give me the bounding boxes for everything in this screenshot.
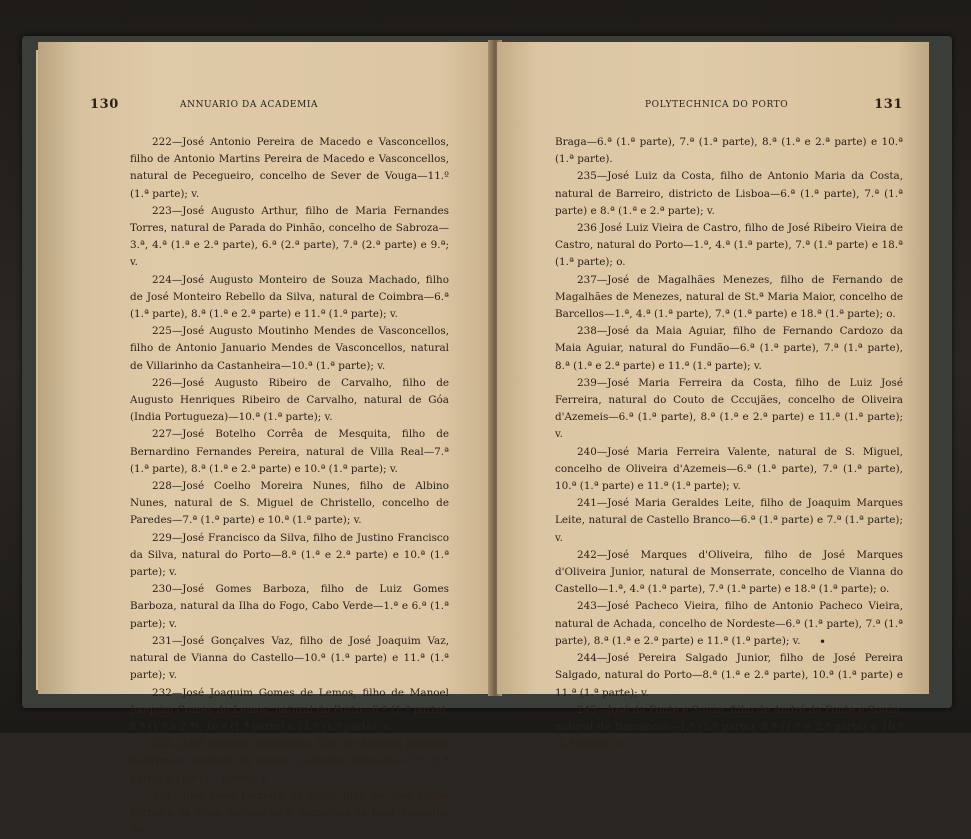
right-page-number: 131 — [874, 97, 903, 112]
left-running-title: ANNUARIO DA ACADEMIA — [180, 100, 319, 110]
entry-245: 245—José da Ponte e Souza, filho de André da Ponte e Souza, natural de Barrancos—1.ª (1.ª parte), 8.ª (1.ª e 2.ª parte) e 10.ª (1.ª parte); v. — [555, 703, 903, 751]
entry-231: 231—José Gonçalves Vaz, filho de José Joaquim Vaz, natural de Vianna do Castello—10.ª (1.ª parte) e 11.ª (1.ª parte); v. — [130, 634, 449, 682]
entry-229: 229—José Francisco da Silva, filho de Justino Francisco da Silva, natural do Porto—8.ª (1.ª e 2.ª parte) e 10.ª (1.ª parte); v. — [130, 531, 449, 579]
entry-244: 244—José Pereira Salgado Junior, filho de José Pereira Salgado, natural do Porto—8.ª (1.ª e 2.ª parte), 10.ª (1.ª parte) e 11.ª (1.ª parte); v. — [555, 652, 903, 699]
entry-234: 234—José Leão Ferreira da Silva, filho de José Maria Ferreira da Silva, natural de S. Jeronymo de Real, concelho de — [130, 789, 449, 837]
right-page-header — [555, 97, 903, 116]
entry-228: 228—José Coelho Moreira Nunes, filho de Albino Nunes, natural de S. Miguel de Christello, concelho de Paredes—7.ª (1.ª parte) e 10.ª (1.ª parte); v. — [130, 480, 449, 527]
entry-233: 233—José Joaquim Rodrigues, filho de Antonio Joaquim Rodrigues, natural de Ancas, concelho d'Anadia—7.ª (1.ª parte) e 10.ª (1.ª parte); v. — [130, 738, 449, 785]
entry-222: 222—José Antonio Pereira de Macedo e Vasconcellos, filho de Antonio Martins Pereira de Macedo e Vasconcellos, natural de Pecegueiro, concelho de Sever de Vouga—11.º (1.ª parte); v. — [130, 136, 449, 200]
entry-241: 241—José Maria Geraldes Leite, filho de Joaquim Marques Leite, natural de Castello Branco—6.ª (1.ª parte) e 7.ª (1.ª parte); v. — [555, 497, 903, 544]
entry-238: 238—José da Maia Aguiar, filho de Fernando Cardozo da Maia Aguiar, natural do Fundão—6.ª (1.ª parte), 7.ª (1.ª parte), 8.ª (1.ª e 2.ª parte) e 11.ª (1.ª parte); v. — [555, 325, 903, 372]
entry-232: 232—José Joaquim Gomes de Lemos, filho de Manoel Joaquim Gomes de Lemos, natural do Porto—6.ª (1.ª parte), 8.ª (1.ª e 2.ª), 10.ª (1.ª parte) e 11.ª (1.ª parte); v. — [130, 686, 449, 733]
entry-234-continuation: Braga—6.ª (1.ª parte), 7.ª (1.ª parte), 8.ª (1.ª e 2.ª parte) e 10.ª (1.ª parte). — [555, 136, 903, 166]
entry-236: 236 José Luiz Vieira de Castro, filho de José Ribeiro Vieira de Castro, natural do Porto—1.ª, 4.ª (1.ª parte), 7.ª (1.ª parte) e 18.ª (1.ª parte); o. — [555, 222, 903, 269]
entry-237: 237—José de Magalhães Menezes, filho de Fernando de Magalhães de Menezes, natural de St.ª Maria Maior, concelho de Barcellos—1.ª, 4.ª (1.ª parte), 7.ª (1.ª parte) e 18.ª (1.ª parte); o. — [555, 273, 903, 321]
left-page — [38, 42, 493, 837]
entry-224: 224—José Augusto Monteiro de Souza Machado, filho de José Monteiro Rebello da Silva, natural de Coimbra—6.ª (1.ª parte), 8.ª (1.ª e 2.ª parte) e 11.ª (1.ª parte); v. — [130, 273, 449, 321]
entry-227: 227—José Botelho Corrêa de Mesquita, filho de Bernardino Fernandes Pereira, natural de Villa Real—7.ª (1.ª parte), 8.ª (1.ª e 2.ª parte) e 10.ª (1.ª parte); v. — [130, 428, 449, 475]
entry-240: 240—José Maria Ferreira Valente, natural de S. Miguel, concelho de Oliveira d'Azemeis—6.ª (1.ª parte), 7.ª (1.ª parte), 10.ª (1.ª parte) e 11.ª (1.ª parte); v. — [555, 445, 903, 493]
entry-230: 230—José Gomes Barboza, filho de Luiz Gomes Barboza, natural da Ilha do Fogo, Cabo Verde—1.ª e 6.ª (1.ª parte); v. — [130, 583, 449, 630]
right-page — [497, 42, 929, 751]
page-end-dot: • — [819, 635, 827, 649]
left-page-header — [90, 97, 449, 116]
left-page-number: 130 — [90, 97, 119, 112]
right-running-title: POLYTECHNICA DO PORTO — [645, 100, 789, 110]
entry-223: 223—José Augusto Arthur, filho de Maria Fernandes Torres, natural de Parada do Pinhão, concelho de Sabroza—3.ª, 4.ª (1.ª e 2.ª parte), 6.ª (2.ª parte), 7.ª (2.ª parte) e 9.ª; v. — [130, 204, 449, 269]
entry-243: 243—José Pacheco Vieira, filho de Antonio Pacheco Vieira, natural de Achada, concelho de Nordeste—6.ª (1.ª parte), 7.ª (1.ª parte), 8.ª (1.ª e 2.ª parte) e 11.ª (1.ª parte); v. — [555, 600, 903, 647]
entry-239: 239—José Maria Ferreira da Costa, filho de Luiz José Ferreira, natural do Couto de Cccujães, concelho de Oliveira d'Azemeis—6.ª (1.ª parte), 8.ª (1.ª e 2.ª parte) e 11.ª (1.ª parte); v. — [555, 376, 903, 441]
entry-225: 225—José Augusto Moutinho Mendes de Vasconcellos, filho de Antonio Januario Mendes de Vasconcellos, natural de Villarinho da Castanheira—10.ª (1.ª parte); v. — [130, 325, 449, 372]
entry-242: 242—José Marques d'Oliveira, filho de José Marques d'Oliveira Junior, natural de Monserrate, concelho de Vianna do Castello—1.ª, 4.ª (1.ª parte), 7.ª (1.ª parte) e 18.ª (1.ª parte); o. — [555, 548, 903, 596]
entry-235: 235—José Luiz da Costa, filho de Antonio Maria da Costa, natural de Barreiro, districto de Lisboa—6.ª (1.ª parte), 7.ª (1.ª parte) e 8.ª (1.ª e 2.ª parte); v. — [555, 170, 903, 217]
entry-226: 226—José Augusto Ribeiro de Carvalho, filho de Augusto Henriques Ribeiro de Carvalho, natural de Góa (India Portugueza)—10.ª (1.ª parte); v. — [130, 376, 449, 424]
